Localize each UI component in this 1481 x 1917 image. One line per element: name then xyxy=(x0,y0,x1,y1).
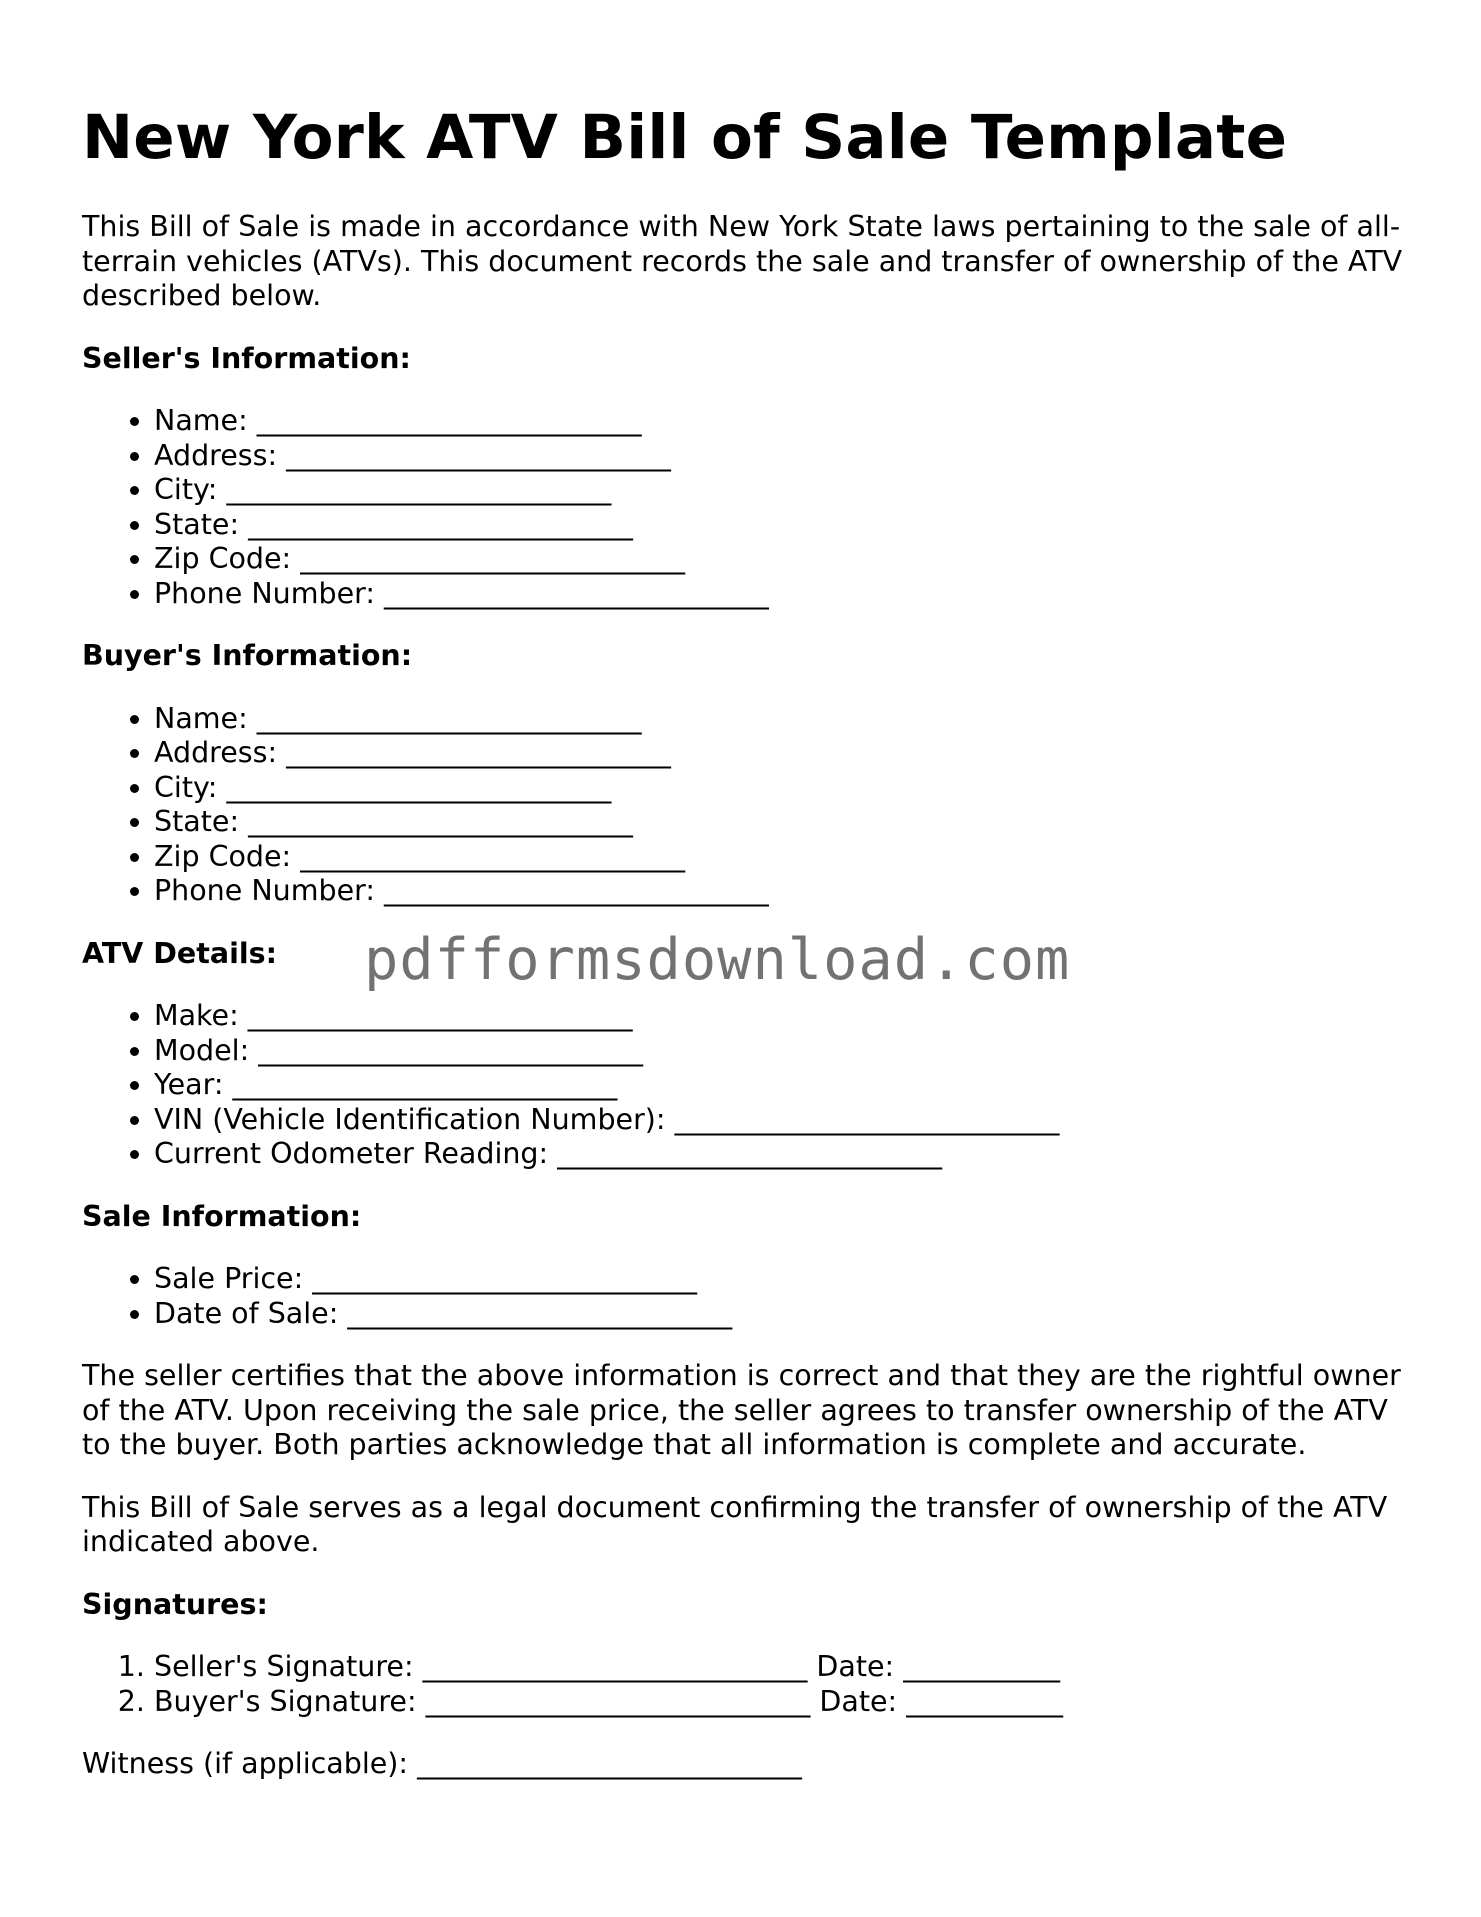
sale-fields xyxy=(82,1262,1412,1331)
buyer-phone-field[interactable]: • Phone Number: ___________________________ xyxy=(154,874,1412,909)
atv-model-field[interactable]: • Model: ___________________________ xyxy=(154,1034,1412,1069)
seller-city-field[interactable]: • City: ___________________________ xyxy=(154,473,1412,508)
legal-note-paragraph: This Bill of Sale serves as a legal document confirming the transfer of ownership of the ATV indicated above. xyxy=(82,1490,1388,1558)
intro-paragraph: This Bill of Sale is made in accordance with New York State laws pertaining to the sale of all-terrain vehicles (ATVs). This document records the sale and transfer of ownership of the ATV described below. xyxy=(82,210,1403,312)
seller-name-field[interactable]: • Name: ___________________________ xyxy=(154,404,1412,439)
seller-phone-field[interactable]: • Phone Number: ___________________________ xyxy=(154,577,1412,612)
buyer-city-field[interactable]: • City: ___________________________ xyxy=(154,771,1412,806)
seller-address-field[interactable]: • Address: ___________________________ xyxy=(154,439,1412,474)
atv-odometer-field[interactable]: • Current Odometer Reading: ___________________________ xyxy=(154,1137,1412,1172)
seller-state-field[interactable]: • State: ___________________________ xyxy=(154,508,1412,543)
buyer-state-field[interactable]: • State: ___________________________ xyxy=(154,805,1412,840)
document-page xyxy=(82,0,1412,1782)
buyer-heading: Buyer's Information: xyxy=(82,639,413,672)
atv-heading: ATV Details: xyxy=(82,936,278,970)
sale-heading: Sale Information: xyxy=(82,1199,362,1233)
buyer-zip-field[interactable]: • Zip Code: ___________________________ xyxy=(154,840,1412,875)
watermark-text: pdfformsdownload.com xyxy=(364,927,1071,993)
certification-paragraph: The seller certifies that the above information is correct and that they are the rightful owner of the ATV. Upon receiving the sale price, the seller agrees to transfer ownership of the ATV to the buyer. Both parties acknowledge that all information is complete and accurate. xyxy=(82,1359,1401,1461)
seller-fields xyxy=(82,404,1412,611)
signatures-heading: Signatures: xyxy=(82,1587,268,1621)
atv-make-field[interactable]: • Make: ___________________________ xyxy=(154,999,1412,1034)
buyer-signature-field[interactable]: 2. Buyer's Signature: ___________________________ Date: ___________ xyxy=(154,1685,1412,1720)
atv-fields xyxy=(82,999,1412,1172)
page-title: New York ATV Bill of Sale Template xyxy=(82,102,1288,173)
seller-heading: Seller's Information: xyxy=(82,341,411,375)
buyer-name-field[interactable]: • Name: ___________________________ xyxy=(154,702,1412,737)
witness-field[interactable]: Witness (if applicable): ___________________________ xyxy=(82,1747,802,1780)
seller-signature-field[interactable]: 1. Seller's Signature: ___________________________ Date: ___________ xyxy=(154,1650,1412,1685)
atv-vin-field[interactable]: • VIN (Vehicle Identification Number): ___________________________ xyxy=(154,1103,1412,1138)
signature-list xyxy=(82,1650,1412,1719)
sale-price-field[interactable]: • Sale Price: ___________________________ xyxy=(154,1262,1412,1297)
seller-zip-field[interactable]: • Zip Code: ___________________________ xyxy=(154,542,1412,577)
atv-year-field[interactable]: • Year: ___________________________ xyxy=(154,1068,1412,1103)
buyer-address-field[interactable]: • Address: ___________________________ xyxy=(154,736,1412,771)
sale-date-field[interactable]: • Date of Sale: ___________________________ xyxy=(154,1297,1412,1332)
buyer-fields xyxy=(82,702,1412,909)
